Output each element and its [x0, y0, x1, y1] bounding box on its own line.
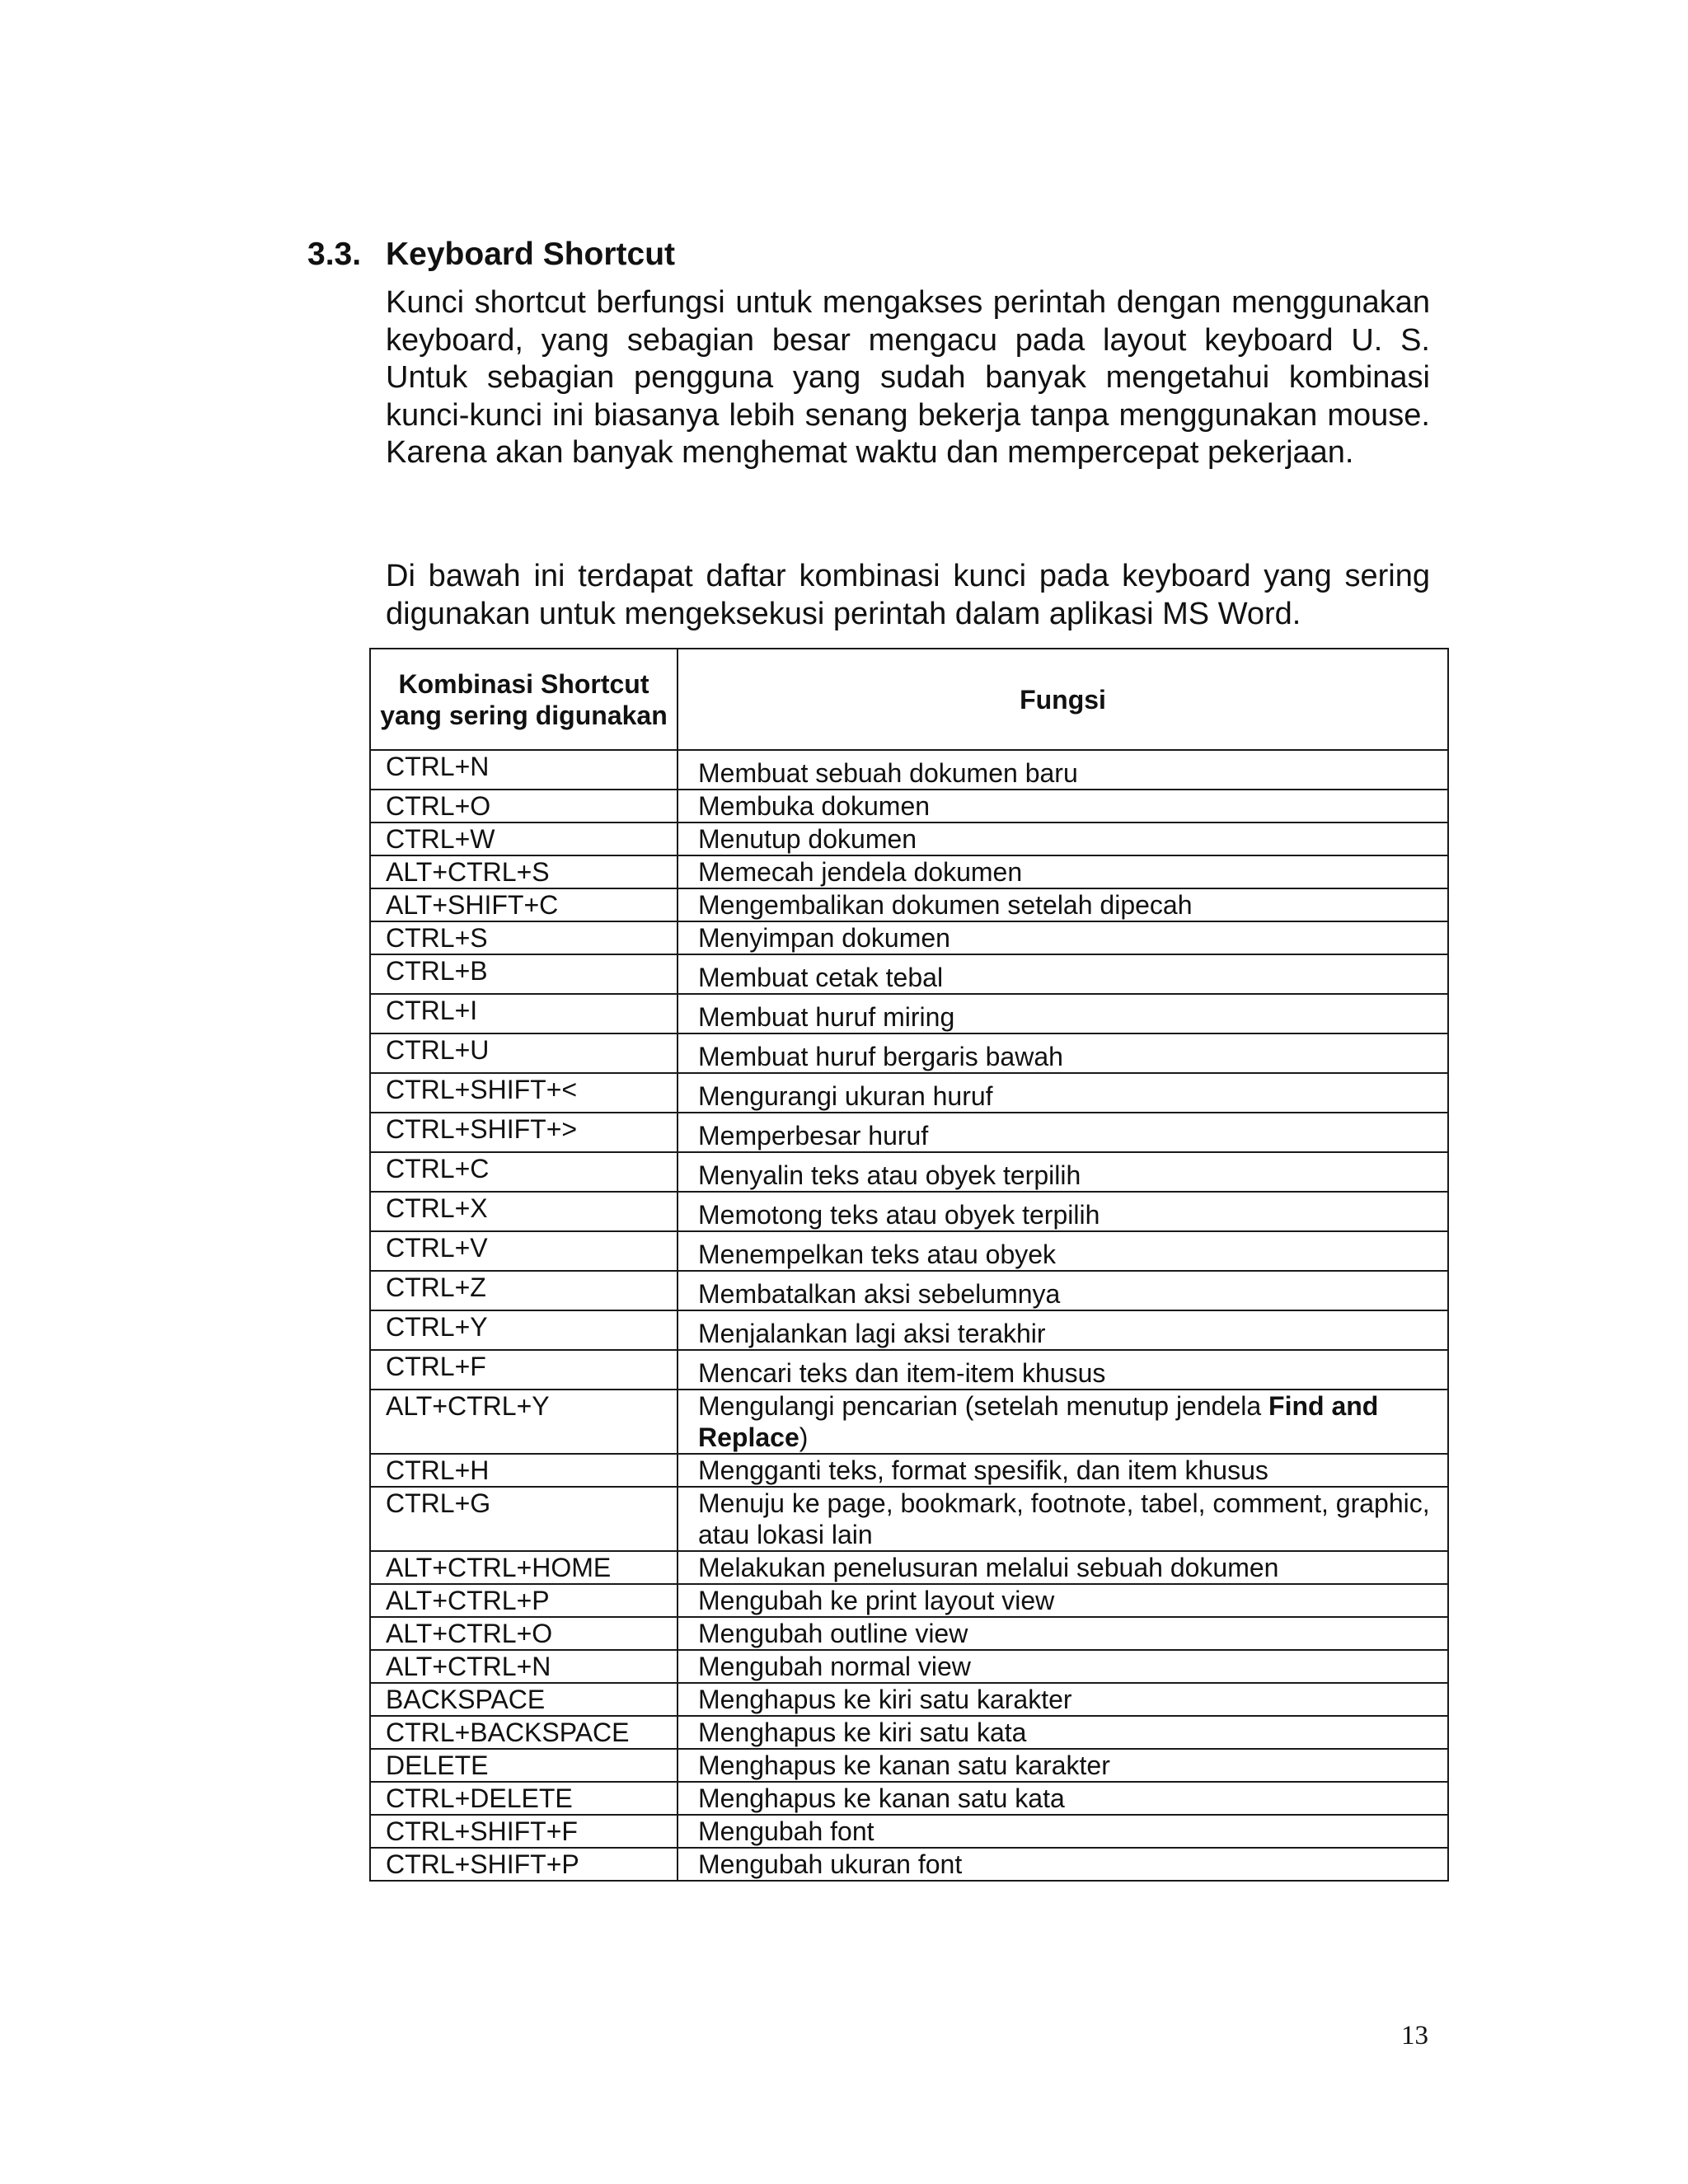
function-cell: Menghapus ke kiri satu kata [678, 1716, 1448, 1749]
function-bold-text: Find and Replace [698, 1391, 1379, 1452]
header-function: Fungsi [678, 649, 1448, 750]
table-row [370, 1113, 1448, 1152]
table-row [370, 823, 1448, 855]
shortcut-cell: ALT+CTRL+S [370, 855, 678, 888]
table-row [370, 1390, 1448, 1454]
function-cell: Membatalkan aksi sebelumnya [678, 1271, 1448, 1310]
table-row [370, 855, 1448, 888]
function-cell: Memperbesar huruf [678, 1113, 1448, 1152]
table-row [370, 1271, 1448, 1310]
shortcut-cell: CTRL+BACKSPACE [370, 1716, 678, 1749]
shortcut-cell: ALT+CTRL+N [370, 1650, 678, 1683]
table-intro-paragraph: Di bawah ini terdapat daftar kombinasi kunci pada keyboard yang sering digunakan untuk mengeksekusi perintah dalam aplikasi MS Word. [386, 559, 1430, 631]
function-cell: Membuat huruf miring [678, 994, 1448, 1033]
shortcut-cell: CTRL+SHIFT+> [370, 1113, 678, 1152]
function-cell: Menutup dokumen [678, 823, 1448, 855]
section-heading [307, 234, 675, 275]
function-cell: Mengubah ke print layout view [678, 1584, 1448, 1617]
page-number: 13 [1401, 2021, 1428, 2050]
table-row [370, 1487, 1448, 1551]
table-row [370, 888, 1448, 921]
shortcut-cell: CTRL+F [370, 1350, 678, 1390]
shortcut-cell: ALT+CTRL+P [370, 1584, 678, 1617]
shortcut-cell: CTRL+G [370, 1487, 678, 1551]
function-cell: Membuat huruf bergaris bawah [678, 1033, 1448, 1073]
shortcut-cell: CTRL+N [370, 750, 678, 790]
table-row [370, 1033, 1448, 1073]
table-row [370, 1231, 1448, 1271]
function-cell: Menjalankan lagi aksi terakhir [678, 1310, 1448, 1350]
shortcut-cell: CTRL+S [370, 921, 678, 954]
shortcut-cell: ALT+CTRL+O [370, 1617, 678, 1650]
table-body [370, 750, 1448, 1881]
shortcut-cell: CTRL+Z [370, 1271, 678, 1310]
shortcut-cell: CTRL+H [370, 1454, 678, 1487]
table-row [370, 1815, 1448, 1848]
function-cell: Membuat cetak tebal [678, 954, 1448, 994]
shortcut-cell: CTRL+SHIFT+< [370, 1073, 678, 1113]
section-title: Keyboard Shortcut [386, 237, 676, 272]
table-row [370, 1650, 1448, 1683]
function-cell: Mengganti teks, format spesifik, dan item khusus [678, 1454, 1448, 1487]
table-row [370, 1716, 1448, 1749]
section-number: 3.3. [307, 237, 362, 272]
shortcut-cell: ALT+SHIFT+C [370, 888, 678, 921]
shortcut-cell: ALT+CTRL+HOME [370, 1551, 678, 1584]
table-row [370, 750, 1448, 790]
table-row [370, 1310, 1448, 1350]
table-row [370, 954, 1448, 994]
table-row [370, 1782, 1448, 1815]
shortcut-cell: CTRL+I [370, 994, 678, 1033]
intro-paragraph: Kunci shortcut berfungsi untuk mengakses perintah dengan menggunakan keyboard, yang sebagian besar mengacu pada layout keyboard U. S. Untuk sebagian pengguna yang sudah banyak mengetahui kombinasi kunci-kunci ini biasanya lebih senang bekerja tanpa menggunakan mouse. Karena akan banyak menghemat waktu dan mempercepat pekerjaan. [386, 285, 1430, 470]
table-row [370, 1749, 1448, 1782]
function-text: Mengulangi pencarian (setelah menutup jendela [698, 1391, 1269, 1421]
header-shortcut: Kombinasi Shortcut yang sering digunakan [370, 649, 678, 750]
shortcut-cell: CTRL+O [370, 790, 678, 823]
function-cell: Membuat sebuah dokumen baru [678, 750, 1448, 790]
shortcut-cell: CTRL+U [370, 1033, 678, 1073]
table-row [370, 1454, 1448, 1487]
table-row [370, 1152, 1448, 1192]
shortcut-cell: CTRL+X [370, 1192, 678, 1231]
shortcut-cell: ALT+CTRL+Y [370, 1390, 678, 1454]
function-cell: Menghapus ke kanan satu kata [678, 1782, 1448, 1815]
table-row [370, 994, 1448, 1033]
shortcut-cell: BACKSPACE [370, 1683, 678, 1716]
function-cell: Mengurangi ukuran huruf [678, 1073, 1448, 1113]
function-cell: Menghapus ke kanan satu karakter [678, 1749, 1448, 1782]
shortcut-cell: CTRL+Y [370, 1310, 678, 1350]
shortcut-cell: CTRL+V [370, 1231, 678, 1271]
function-cell [678, 1390, 1448, 1454]
table-row [370, 1192, 1448, 1231]
function-cell: Mengubah outline view [678, 1617, 1448, 1650]
table-header-row [370, 649, 1448, 750]
function-cell: Mengubah normal view [678, 1650, 1448, 1683]
function-cell: Menempelkan teks atau obyek [678, 1231, 1448, 1271]
table-row [370, 921, 1448, 954]
shortcut-cell: CTRL+W [370, 823, 678, 855]
function-cell: Mengubah ukuran font [678, 1848, 1448, 1881]
shortcut-cell: CTRL+SHIFT+P [370, 1848, 678, 1881]
function-text-end: ) [799, 1422, 809, 1452]
function-cell: Mengembalikan dokumen setelah dipecah [678, 888, 1448, 921]
function-cell: Menuju ke page, bookmark, footnote, tabel, comment, graphic, atau lokasi lain [678, 1487, 1448, 1551]
table-row [370, 1551, 1448, 1584]
shortcut-cell: CTRL+B [370, 954, 678, 994]
shortcut-cell: CTRL+SHIFT+F [370, 1815, 678, 1848]
function-cell: Melakukan penelusuran melalui sebuah dokumen [678, 1551, 1448, 1584]
shortcut-cell: DELETE [370, 1749, 678, 1782]
table-row [370, 1617, 1448, 1650]
function-cell: Memecah jendela dokumen [678, 855, 1448, 888]
function-cell: Menyimpan dokumen [678, 921, 1448, 954]
table-row [370, 790, 1448, 823]
table-row [370, 1683, 1448, 1716]
table-row [370, 1073, 1448, 1113]
function-cell: Memotong teks atau obyek terpilih [678, 1192, 1448, 1231]
table-row [370, 1584, 1448, 1617]
function-cell: Menghapus ke kiri satu karakter [678, 1683, 1448, 1716]
shortcut-cell: CTRL+DELETE [370, 1782, 678, 1815]
shortcut-table [369, 648, 1449, 1882]
function-cell: Mencari teks dan item-item khusus [678, 1350, 1448, 1390]
function-cell: Membuka dokumen [678, 790, 1448, 823]
table-row [370, 1848, 1448, 1881]
shortcut-cell: CTRL+C [370, 1152, 678, 1192]
function-cell: Menyalin teks atau obyek terpilih [678, 1152, 1448, 1192]
function-cell: Mengubah font [678, 1815, 1448, 1848]
table-row [370, 1350, 1448, 1390]
